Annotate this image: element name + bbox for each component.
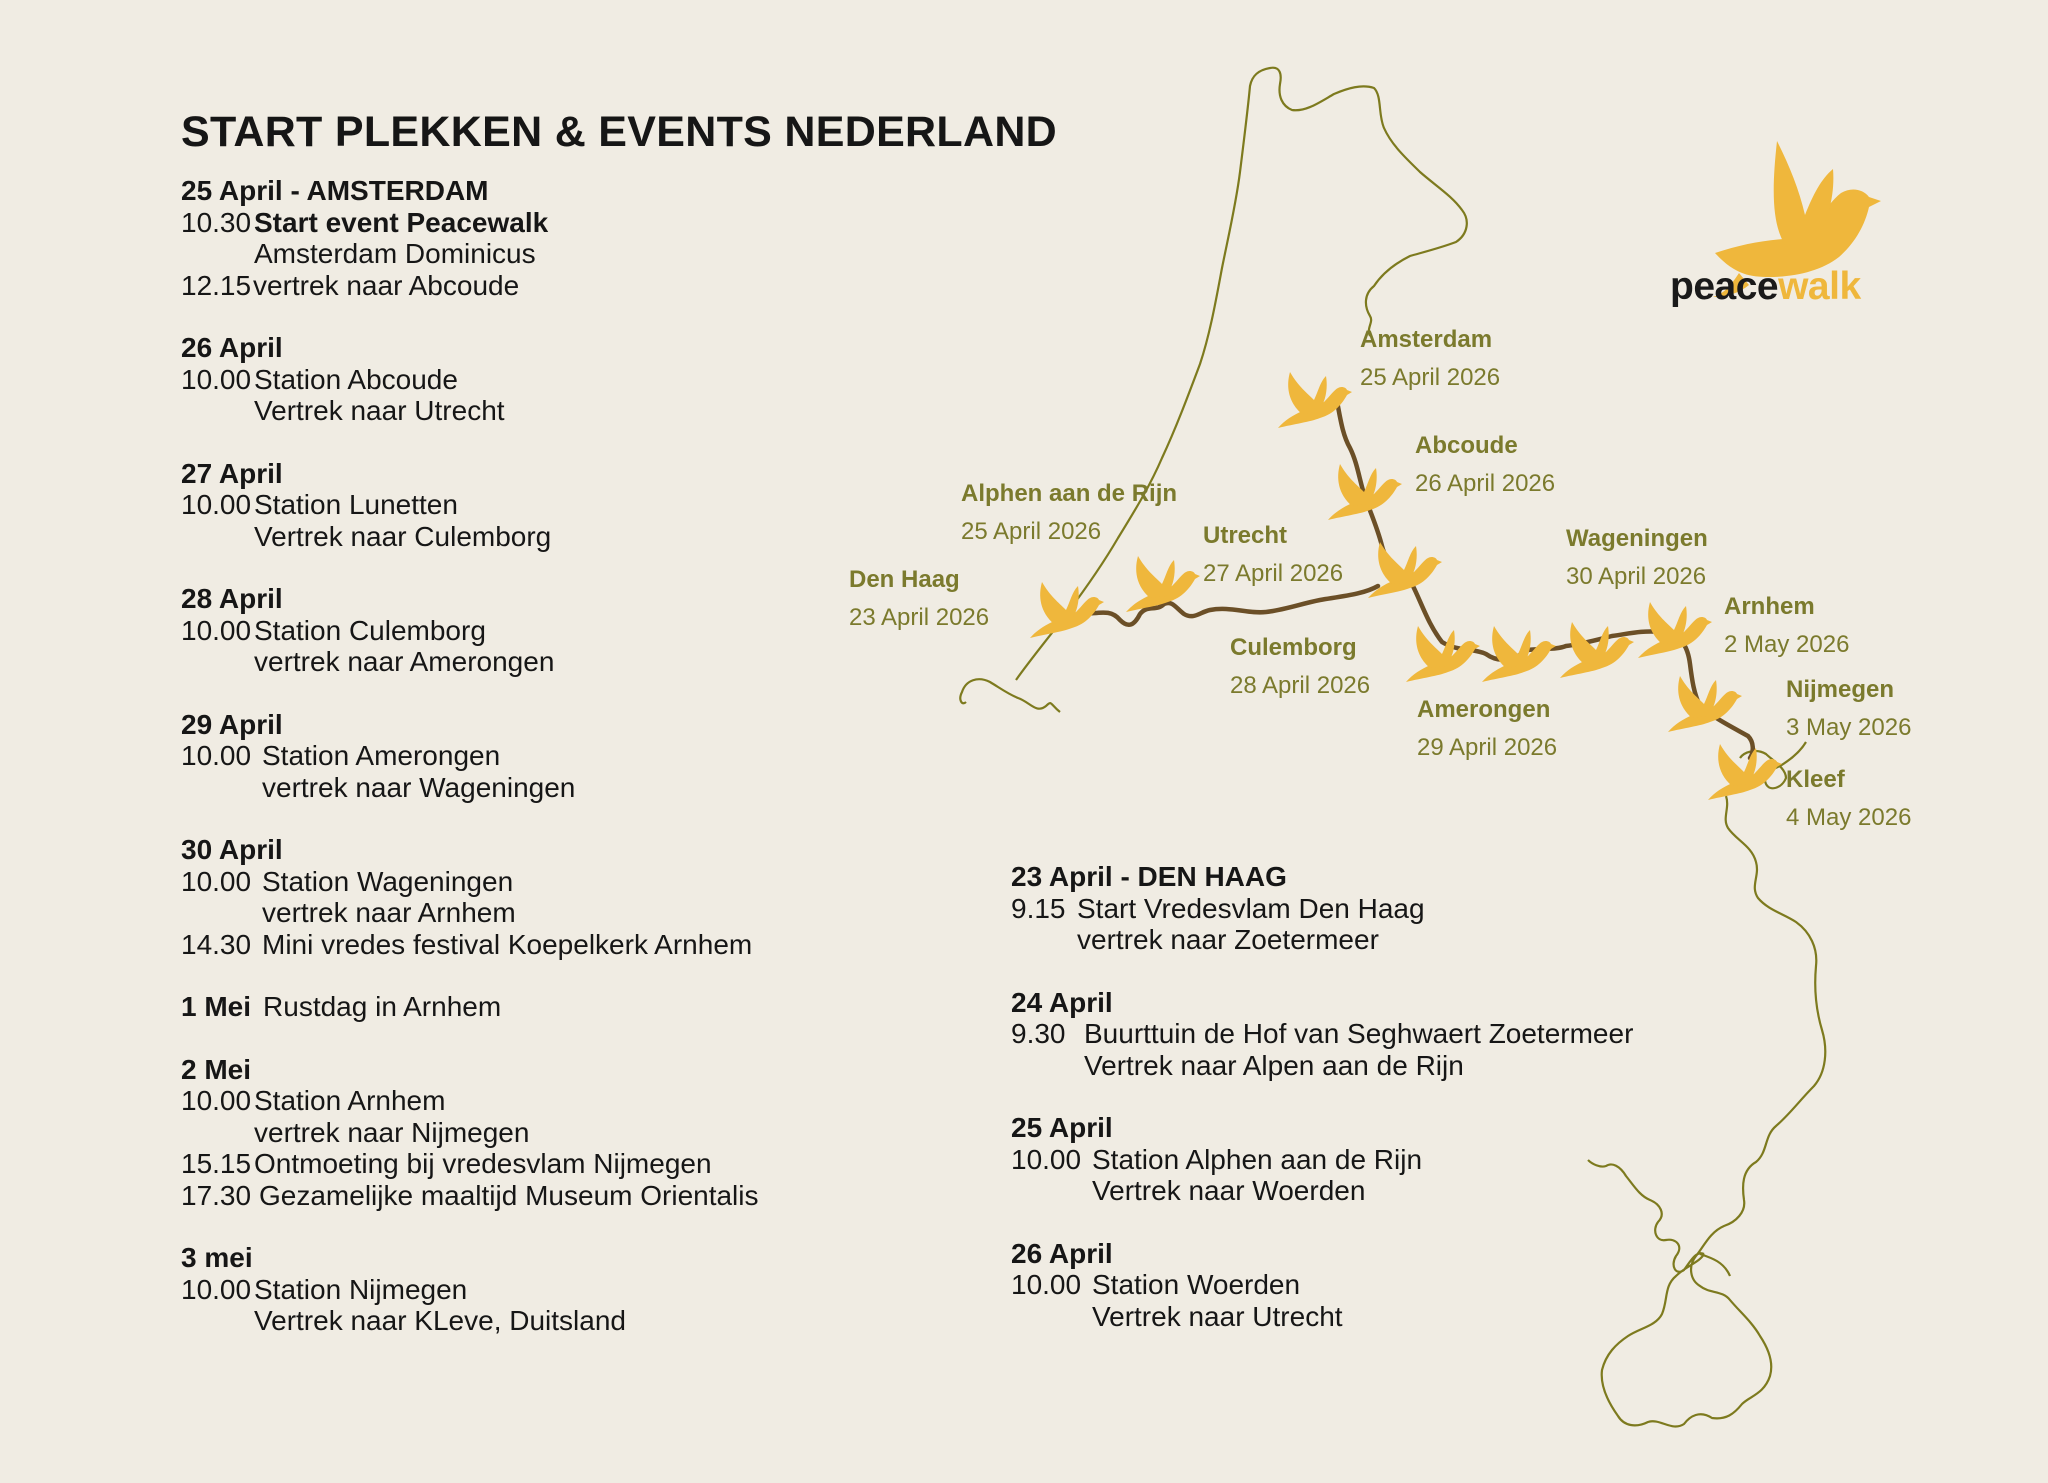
event-text: Station Woerden [1092,1269,1301,1300]
map-label-alphen [961,475,1177,551]
event-text: Station Lunetten [254,489,458,520]
event-text: Station Abcoude [254,363,458,395]
map-label-wageningen [1566,520,1708,596]
dove-icon-wageningen [1560,622,1634,678]
event-text: Gezamelijke maaltijd Museum Orientalis [259,1179,759,1211]
time: 10.00 [181,740,252,771]
time: 10.00 [181,1273,252,1305]
map-label-amsterdam [1360,321,1500,397]
map-label-culemborg [1230,629,1370,705]
event-text: Buurttuin de Hof van Seghwaert Zoetermeer [1084,1018,1634,1049]
map-label-utrecht [1203,517,1343,593]
day-block [1011,1112,1633,1207]
map-label-denhaag [849,561,989,637]
stop-date: 29 April 2026 [1417,734,1558,761]
stop-name: Amsterdam [1360,326,1493,353]
schedule-row [181,929,759,961]
event-text: Rustdag in Arnhem [263,991,502,1022]
schedule-left [181,175,759,1368]
dove-icon-denhaag [1030,582,1104,638]
schedule-row [181,1148,759,1180]
schedule-row [181,364,759,396]
event-continuation: Vertrek naar KLeve, Duitsland [254,1305,626,1336]
day-block [181,332,759,427]
schedule-row [1011,1269,1633,1301]
event-text: vertrek naar Abcoude [253,269,520,301]
stop-date: 25 April 2026 [1360,364,1501,391]
day-title: 2 Mei [181,1053,252,1085]
event-text: Start Vredesvlam Den Haag [1077,892,1425,924]
day-title: 1 Mei [181,991,252,1022]
day-title: 29 April [181,708,283,740]
time: 9.15 [1011,892,1066,924]
day-title: 26 April [1011,1237,1113,1269]
event-continuation: vertrek naar Arnhem [262,897,516,928]
stop-name: Kleef [1786,766,1845,793]
time: 14.30 [181,928,252,960]
dove-icon-nijmegen [1668,676,1742,732]
day-title: 27 April [181,457,283,489]
time: 10.00 [181,1085,252,1116]
day-block [1011,987,1633,1082]
schedule-row [181,866,759,898]
schedule-right [1011,861,1633,1363]
stop-date: 27 April 2026 [1203,560,1344,587]
event-text: Mini vredes festival Koepelkerk Arnhem [262,928,753,960]
dove-icon-alphen [1126,556,1200,612]
event-continuation: Amsterdam Dominicus [254,238,536,269]
schedule-row [181,1085,759,1117]
event-text: Station Alphen aan de Rijn [1092,1143,1423,1175]
day-title: 24 April [1011,986,1113,1018]
stop-date: 4 May 2026 [1786,804,1912,831]
day-title: 25 April [1011,1112,1113,1143]
day-block [181,583,759,678]
map-label-nijmegen [1786,671,1911,747]
event-continuation: Vertrek naar Alpen aan de Rijn [1084,1049,1464,1081]
event-continuation: Vertrek naar Utrecht [254,395,505,426]
stop-date: 23 April 2026 [849,604,990,631]
stop-date: 26 April 2026 [1415,470,1556,497]
map-label-kleef [1786,761,1911,837]
dove-icon-utrecht [1368,542,1442,598]
map-label-amerongen [1417,691,1557,767]
stop-date: 30 April 2026 [1566,563,1707,590]
map-label-arnhem [1724,588,1849,664]
schedule-row [181,270,759,302]
page-title: START PLEKKEN & EVENTS NEDERLAND [181,108,1058,156]
day-title: 3 mei [181,1242,253,1273]
schedule-row [181,1180,759,1212]
day-title: 23 April - DEN HAAG [1011,861,1287,892]
dove-icon-abcoude [1328,464,1402,520]
logo-text-walk: walk [1778,265,1861,308]
stop-name: Abcoude [1415,432,1518,459]
time: 12.15 [181,269,252,301]
event-text: Start event Peacewalk [254,206,549,238]
dove-icon-amerongen [1482,626,1556,682]
day-title: 26 April [181,332,283,363]
schedule-row [181,740,759,772]
schedule-row [181,615,759,647]
dove-icon-culemborg [1406,626,1480,682]
time: 10.00 [1011,1143,1082,1175]
stop-name: Amerongen [1417,696,1551,723]
schedule-row [1011,1018,1633,1050]
time: 10.00 [181,363,252,395]
peacewalk-logo [1670,265,1861,309]
day-block [181,458,759,553]
stop-name: Alphen aan de Rijn [961,480,1178,507]
time: 10.00 [181,489,252,520]
event-text: Ontmoeting bij vredesvlam Nijmegen [254,1148,712,1179]
time: 10.30 [181,206,252,238]
schedule-row [181,489,759,521]
schedule-row [1011,1144,1633,1176]
event-continuation: vertrek naar Wageningen [262,771,576,803]
time: 10.00 [181,865,252,897]
stop-date: 2 May 2026 [1724,631,1850,658]
event-text: Station Amerongen [262,740,501,771]
stop-name: Culemborg [1230,634,1357,661]
stop-name: Arnhem [1724,593,1815,620]
event-continuation: vertrek naar Nijmegen [254,1116,530,1148]
event-continuation: Vertrek naar Utrecht [1092,1300,1343,1332]
event-continuation: vertrek naar Amerongen [254,646,555,677]
schedule-row [181,207,759,239]
day-block [181,834,759,960]
day-block [1011,1238,1633,1333]
time: 9.30 [1011,1018,1066,1049]
time: 15.15 [181,1148,252,1179]
event-text: Station Wageningen [262,865,514,897]
event-text: Station Culemborg [254,614,486,646]
time: 10.00 [1011,1269,1082,1300]
day-title: 25 April - AMSTERDAM [181,175,489,206]
logo-text-peace: peace [1670,265,1779,308]
event-continuation: Vertrek naar Woerden [1092,1175,1366,1206]
day-title: 28 April [181,583,283,614]
stop-name: Den Haag [849,566,960,593]
day-block [181,1054,759,1212]
day-block [181,709,759,804]
event-text: Station Nijmegen [254,1273,468,1305]
stop-name: Nijmegen [1786,676,1895,703]
day-title: 30 April [181,834,283,865]
time: 17.30 [181,1179,252,1211]
event-continuation: Vertrek naar Culemborg [254,520,552,552]
event-continuation: vertrek naar Zoetermeer [1077,924,1379,955]
stop-date: 28 April 2026 [1230,672,1371,699]
stop-date: 25 April 2026 [961,518,1102,545]
stop-name: Wageningen [1566,525,1708,552]
schedule-row [181,1274,759,1306]
map-label-abcoude [1415,427,1555,503]
stop-name: Utrecht [1203,522,1288,549]
event-text: Station Arnhem [254,1085,446,1116]
time: 10.00 [181,614,252,646]
day-block [181,991,759,1023]
day-block [181,1242,759,1337]
day-block [1011,861,1633,956]
schedule-row [1011,893,1633,925]
stop-date: 3 May 2026 [1786,714,1912,741]
day-block [181,175,759,301]
